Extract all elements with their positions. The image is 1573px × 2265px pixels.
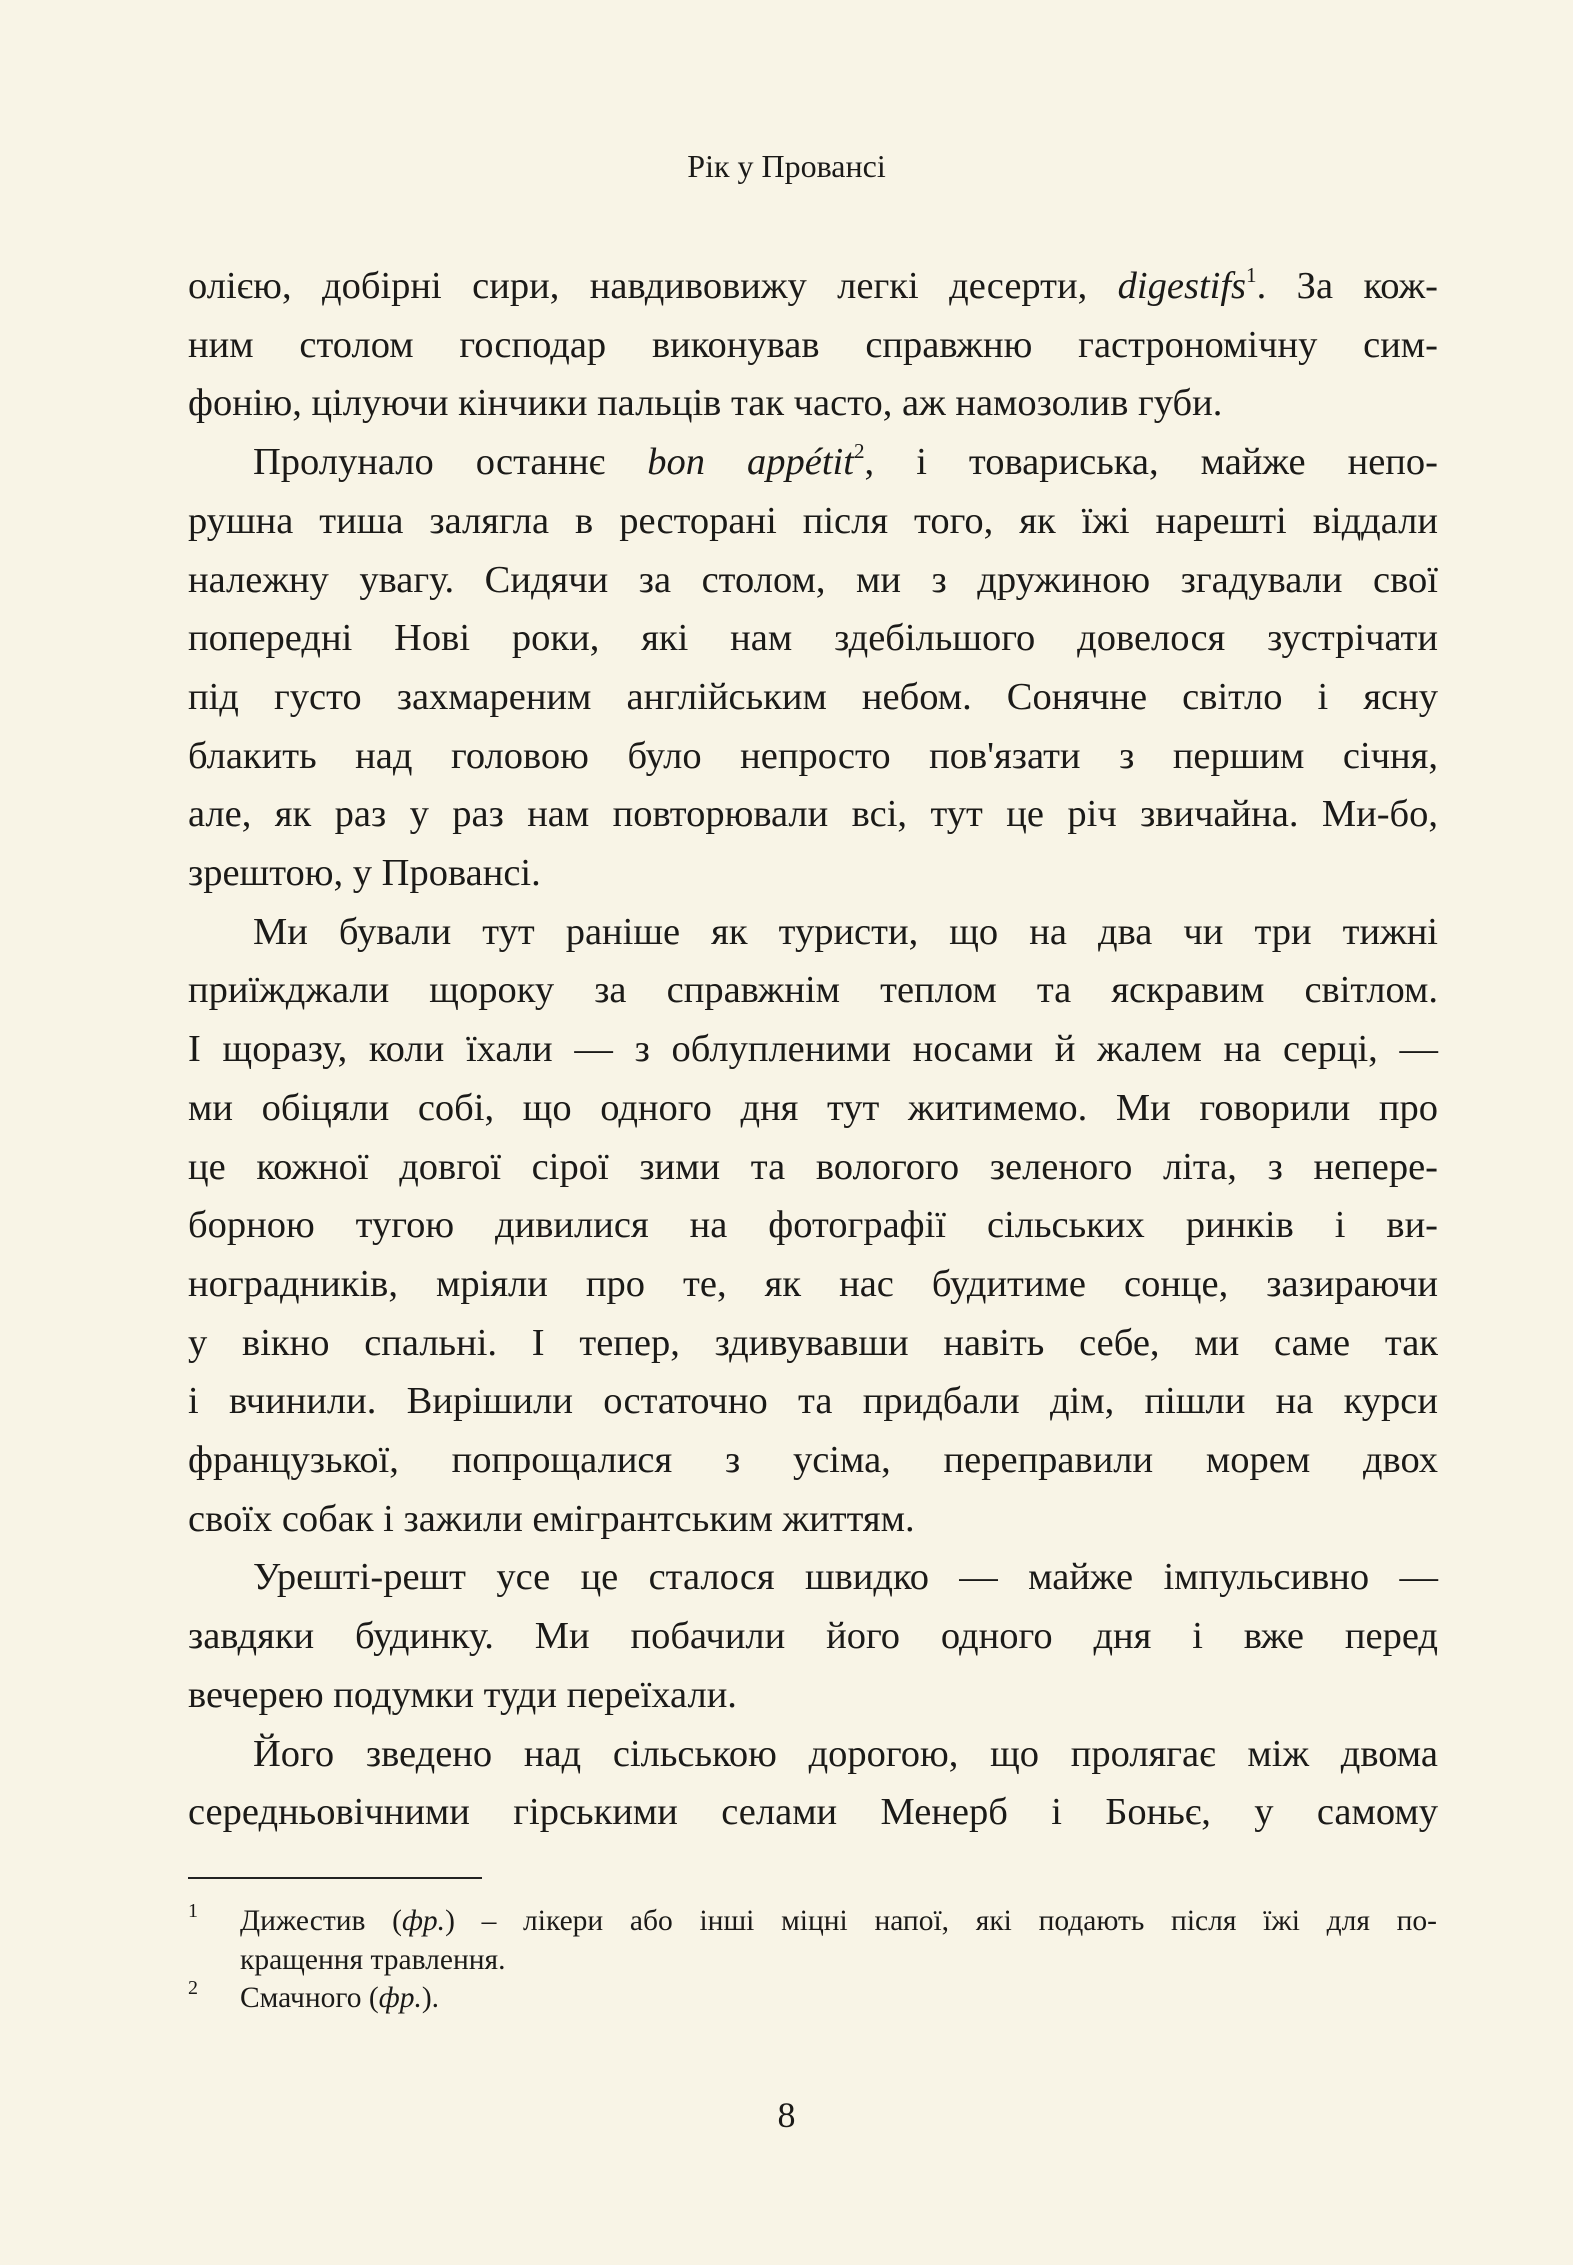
text-line: [188, 785, 1438, 843]
text-run: і вчинили. Вирішили остаточно та придбали дім, пішли на курси: [188, 1380, 1438, 1423]
page-number: 8: [777, 2095, 796, 2135]
text-line: [188, 609, 1438, 667]
italic-text: digestifs: [1117, 265, 1247, 307]
text-run: середньовічними гірськими селами Менерб і Боньє, у самому: [188, 1791, 1438, 1834]
footnote-number: 2: [188, 1977, 198, 1999]
text-line: [188, 257, 1438, 315]
text-line: [188, 1490, 1438, 1548]
italic-text: фр.: [378, 1982, 422, 2014]
text-line: [188, 1783, 1438, 1841]
text-run: олією, добірні сири, навдивовижу легкі десерти,: [188, 265, 1118, 307]
text-line: [253, 903, 1438, 961]
text-line: [253, 433, 1438, 491]
footnote-number: 1: [188, 1900, 198, 1922]
text-run: у вікно спальні. І тепер, здивувавши навіть себе, ми саме так: [188, 1321, 1438, 1364]
text-run: . За кож-: [1256, 265, 1438, 307]
text-run: належну увагу. Сидячи за столом, ми з дружиною згадували свої: [188, 558, 1438, 601]
text-run: ноградників, мріяли про те, як нас будитиме сонце, зазираючи: [188, 1262, 1438, 1305]
footnote-divider: [188, 1877, 482, 1879]
text-line: [253, 1548, 1438, 1606]
text-line: [188, 1255, 1438, 1313]
text-line: [188, 1372, 1438, 1430]
running-head: Рік у Провансі: [687, 148, 886, 184]
text-line: [188, 727, 1438, 785]
text-run: кращення травлення.: [240, 1943, 506, 1976]
text-run: ми обіцяли собі, що одного дня тут житимемо. Ми говорили про: [188, 1086, 1438, 1129]
text-line: [188, 316, 1438, 374]
text-run: під густо захмареним англійським небом. Сонячне світло і ясну: [188, 675, 1438, 718]
text-line: [188, 1138, 1438, 1196]
footnote-line: [240, 1902, 1437, 1940]
text-run: вечерею подумки туди переїхали.: [188, 1673, 737, 1716]
footnote-line: [240, 1979, 1437, 2017]
text-run: блакить над головою було непросто пов'язати з першим січня,: [188, 734, 1438, 777]
text-run: Смачного (: [240, 1982, 379, 2014]
italic-text: bon appétit: [647, 441, 854, 484]
italic-text: фр.: [401, 1905, 446, 1937]
text-line: [188, 1196, 1438, 1254]
text-line: [188, 551, 1438, 609]
text-line: [188, 374, 1438, 432]
text-line: [188, 1079, 1438, 1137]
text-run: французької, попрощалися з усіма, переправили морем двох: [188, 1439, 1438, 1481]
text-line: [188, 1666, 1438, 1724]
footnote-ref[interactable]: 2: [853, 439, 865, 464]
text-run: Його зведено над сільською дорогою, що пролягає між двома: [253, 1732, 1438, 1775]
text-run: рушна тиша залягла в ресторані після того, як їжі нарешті віддали: [188, 499, 1438, 542]
text-run: ним столом господар виконував справжню гастрономічну сим-: [188, 323, 1438, 366]
text-run: , і товариська, майже непо-: [864, 441, 1438, 484]
text-run: приїжджали щороку за справжнім теплом та яскравим світлом.: [188, 969, 1438, 1012]
text-run: борною тугою дивилися на фотографії сільських ринків і ви-: [188, 1204, 1438, 1247]
text-run: фонію, цілуючи кінчики пальців так часто, аж намозолив губи.: [188, 382, 1223, 425]
text-line: [188, 1020, 1438, 1078]
text-run: зрештою, у Провансі.: [188, 852, 541, 894]
text-line: [188, 844, 1438, 902]
text-run: це кожної довгої сірої зими та вологого зеленого літа, з непере-: [188, 1145, 1438, 1188]
text-line: [188, 668, 1438, 726]
text-run: завдяки будинку. Ми побачили його одного дня і вже перед: [188, 1615, 1438, 1658]
text-line: [253, 1725, 1438, 1783]
text-run: Дижестив (: [240, 1905, 402, 1937]
text-line: [188, 1607, 1438, 1665]
text-line: [188, 492, 1438, 550]
text-run: ).: [421, 1982, 440, 2014]
text-line: [188, 1431, 1438, 1489]
text-run: Урешті-решт усе це сталося швидко — майже імпульсивно —: [253, 1556, 1438, 1599]
text-run: попередні Нові роки, які нам здебільшого довелося зустрічати: [188, 617, 1438, 660]
text-run: І щоразу, коли їхали — з облупленими носами й жалем на серці, —: [188, 1028, 1438, 1071]
text-run: ) – лікери або інші міцні напої, які подають після їжі для по-: [445, 1905, 1437, 1937]
text-run: Ми бували тут раніше як туристи, що на два чи три тижні: [253, 910, 1438, 953]
text-line: [188, 961, 1438, 1019]
text-run: але, як раз у раз нам повторювали всі, тут це річ звичайна. Ми-бо,: [188, 793, 1438, 836]
footnote-line: [240, 1941, 1437, 1979]
text-run: своїх собак і зажили емігрантським життям.: [188, 1497, 915, 1540]
text-run: Пролунало останнє: [253, 441, 648, 484]
text-line: [188, 1314, 1438, 1372]
footnote-ref[interactable]: 1: [1246, 263, 1257, 288]
